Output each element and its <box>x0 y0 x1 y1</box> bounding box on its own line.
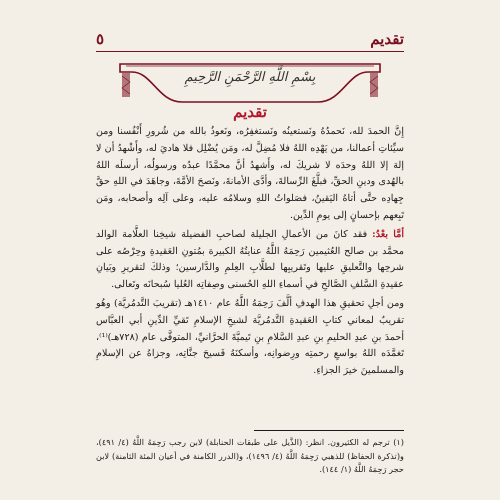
paragraph-3 <box>96 296 404 380</box>
paragraph-2 <box>96 227 404 294</box>
paragraph-2-text: فقد كانَ من الأعمالِ الجليلة لصاحبِ الفضيلة شيخِنا العلَّامة الوالد محمَّد بن صالح العُثيمين رَحِمَهُ اللَّهُ عنايتُهُ الكبيرة بمُتونِ العَقيدةِ وحِرْصُه على شرحِها والتَّعليقِ عليها وتَقريبِها لطلَّابِ العِلمِ والدَّارسين؛ وذلكَ لتقريرِ وبَيانِ عقيدةِ السَّلفِ الصَّالحِ في أسماءِ اللهِ الحُسنى وصِفاتِه العُليا سُبحانَه وتَعالى. <box>96 228 404 291</box>
paragraph-3-text: ومن أجلِ تحقيقِ هذا الهدفِ ألَّفَ رَحِمَهُ اللَّهُ عام ١٤١٠هـ (تقريبَ التَّدمُريَّة) وهُو تقريبٌ لمعاني كتابِ العَقيدةِ التَّدمُريَّة لشيخِ الإسلامِ تَقيِّ الدِّينِ أبي العبَّاس أحمدَ بنِ عبدِ الحليمِ بنِ عبدِ السَّلامِ بنِ تَيميَّةَ الحرَّانيِّ، المتوفَّى عام (٧٢٨هـ)⁽¹⁾، تَغمَّدَه اللهُ بواسعِ رحمتِه ورِضوانِه، وأسكنَهُ فَسيحَ جنَّاتِه، وجزاهُ عن الإسلامِ والمسلمينَ خيرَ الجزاءِ. <box>96 297 405 377</box>
paragraph-2-lead: أمَّا بعْدُ: <box>372 228 405 240</box>
running-header <box>96 28 404 50</box>
footnote: (١) ترجم له الكثيرون. انظر: (الذَّيل على طبقات الحنابلة) لابن رجب رَحِمَهُ اللَّهُ (٤/ ٤٩١)، و(تذكرة الحفاظ) للذهبي رَحِمَهُ اللَّهُ (٤/ ١٤٩٦)، و(الدرر الكامنة في أعيان المئة الثامنة) لابن حجر رَحِمَهُ اللَّهُ (١/ ١٤٤). <box>96 437 404 474</box>
running-title: تقديم <box>370 30 404 48</box>
body-text <box>96 124 404 380</box>
page-number: ٥ <box>96 30 105 48</box>
footnote-rule <box>254 430 404 431</box>
header-rule <box>96 51 404 52</box>
section-heading: تقديم <box>233 103 267 121</box>
paragraph-1-text: إِنَّ الحمدَ لله، نَحمدُهُ ونَستعينُه ونَستغفِرُه، ونَعوذُ بالله من شُرورِ أَنْفُسنا ومن سيِّئاتِ أعمالنا، من يَهْدِه اللهُ فلا مُضِلَّ له، ومَن يُضْلِل فلا هاديَ له، وأَشْهدُ أن لا إلهَ إلا اللهُ وحدَه لا شريكَ له، وأَشهدُ أنَّ محمَّدًا عبدُه ورسولُه، أرسلَه اللهُ بالهُدى ودينِ الحقِّ، فبلَّغَ الرِّسالةَ، وأدَّى الأمانةَ، ونَصحَ الأمَّةَ، وجاهَدَ في اللهِ حقَّ جِهادِه حتَّى أتاهُ اليَقينُ، فصَلواتُ اللهِ وسلامُه عليه، وعلى آلِه وأصحابه، ومَن تَبِعهم بإحسانٍ إلى يومِ الدِّين. <box>96 126 404 221</box>
basmala: بِسْمِ اللَّهِ الرَّحْمَنِ الرَّحِيمِ <box>184 70 316 85</box>
paragraph-1 <box>96 124 404 225</box>
